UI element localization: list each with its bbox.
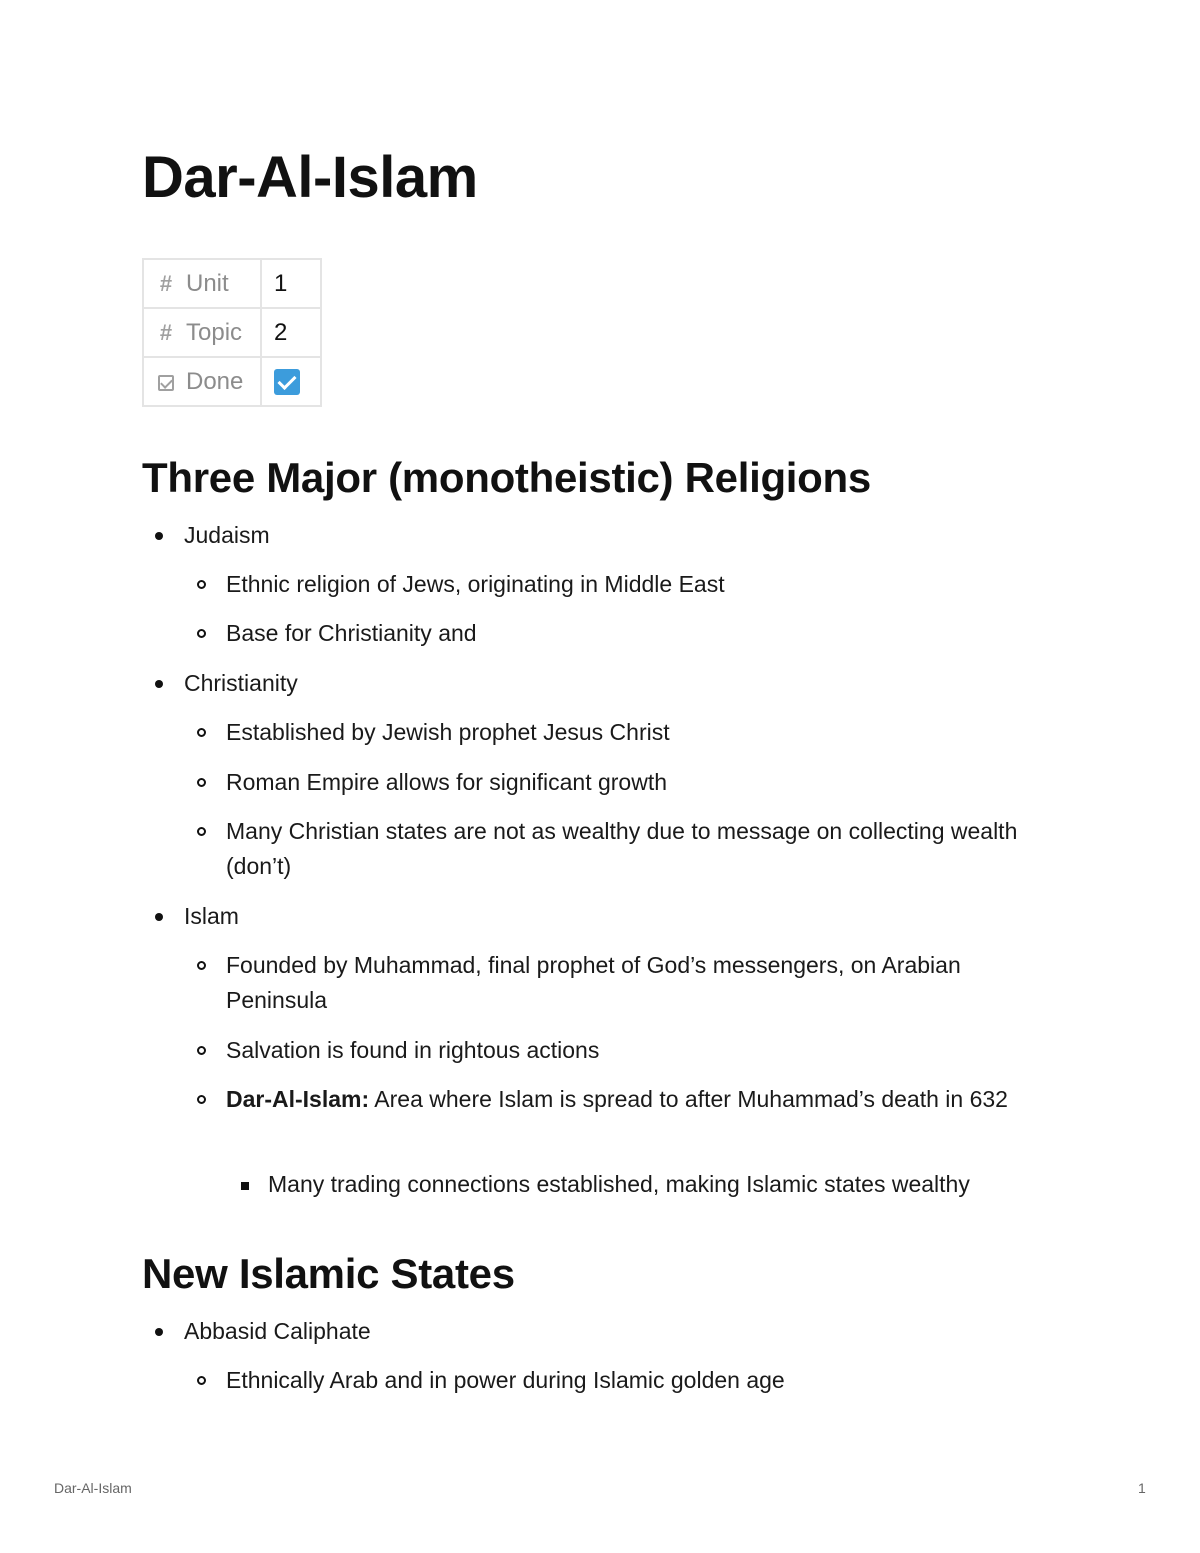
property-value[interactable]: 2 <box>261 308 321 357</box>
page-number: 1 <box>1138 1480 1146 1496</box>
checkbox-icon <box>158 375 174 391</box>
list-item: Base for Christianity and <box>226 620 477 646</box>
footer-title: Dar-Al-Islam <box>54 1480 132 1496</box>
circle-bullet-icon <box>197 728 206 737</box>
circle-bullet-icon <box>197 629 206 638</box>
hash-icon: # <box>159 319 173 345</box>
list-item: Salvation is found in rightous actions <box>226 1037 600 1063</box>
circle-bullet-icon <box>197 1046 206 1055</box>
section-heading: Three Major (monotheistic) Religions <box>142 454 871 501</box>
property-label: Done <box>186 367 244 395</box>
property-key <box>143 357 261 406</box>
list-item: Founded by Muhammad, final prophet of God’s messengers, on Arabian Peninsula <box>226 952 961 1013</box>
list-item: Established by Jewish prophet Jesus Christ <box>226 719 670 745</box>
section-heading: New Islamic States <box>142 1250 515 1297</box>
circle-bullet-icon <box>197 961 206 970</box>
list-item: Abbasid Caliphate <box>184 1318 371 1344</box>
circle-bullet-icon <box>197 778 206 787</box>
list-item: Many trading connections established, making Islamic states wealthy <box>268 1171 970 1197</box>
term-definition: Area where Islam is spread to after Muhammad’s death in 632 <box>369 1086 1008 1112</box>
property-value[interactable]: 1 <box>261 259 321 308</box>
disc-bullet-icon <box>155 680 163 688</box>
property-value <box>261 357 321 406</box>
property-row-unit <box>143 259 321 308</box>
list-item: Islam <box>184 903 239 929</box>
term-bold: Dar-Al-Islam: <box>226 1086 370 1112</box>
property-label: Unit <box>186 269 229 297</box>
circle-bullet-icon <box>197 827 206 836</box>
circle-bullet-icon <box>197 1095 206 1104</box>
list-item <box>226 1082 1036 1117</box>
list-item: Christianity <box>184 670 298 696</box>
list-item: Ethnic religion of Jews, originating in Middle East <box>226 571 725 597</box>
disc-bullet-icon <box>155 532 163 540</box>
property-key <box>143 259 261 308</box>
circle-bullet-icon <box>197 1376 206 1385</box>
list-item: Roman Empire allows for significant growth <box>226 769 668 795</box>
disc-bullet-icon <box>155 913 163 921</box>
disc-bullet-icon <box>155 1328 163 1336</box>
done-checkbox[interactable] <box>274 369 300 395</box>
property-key <box>143 308 261 357</box>
property-row-done <box>143 357 321 406</box>
property-label: Topic <box>186 318 243 346</box>
square-bullet-icon <box>241 1182 249 1190</box>
page-title: Dar-Al-Islam <box>142 145 478 210</box>
circle-bullet-icon <box>197 580 206 589</box>
hash-icon: # <box>159 270 173 296</box>
property-row-topic <box>143 308 321 357</box>
properties-table <box>142 258 322 407</box>
list-item: Judaism <box>184 522 270 548</box>
list-item: Many Christian states are not as wealthy due to message on collecting wealth (don’t) <box>226 818 1018 879</box>
list-item: Ethnically Arab and in power during Islamic golden age <box>226 1367 785 1393</box>
